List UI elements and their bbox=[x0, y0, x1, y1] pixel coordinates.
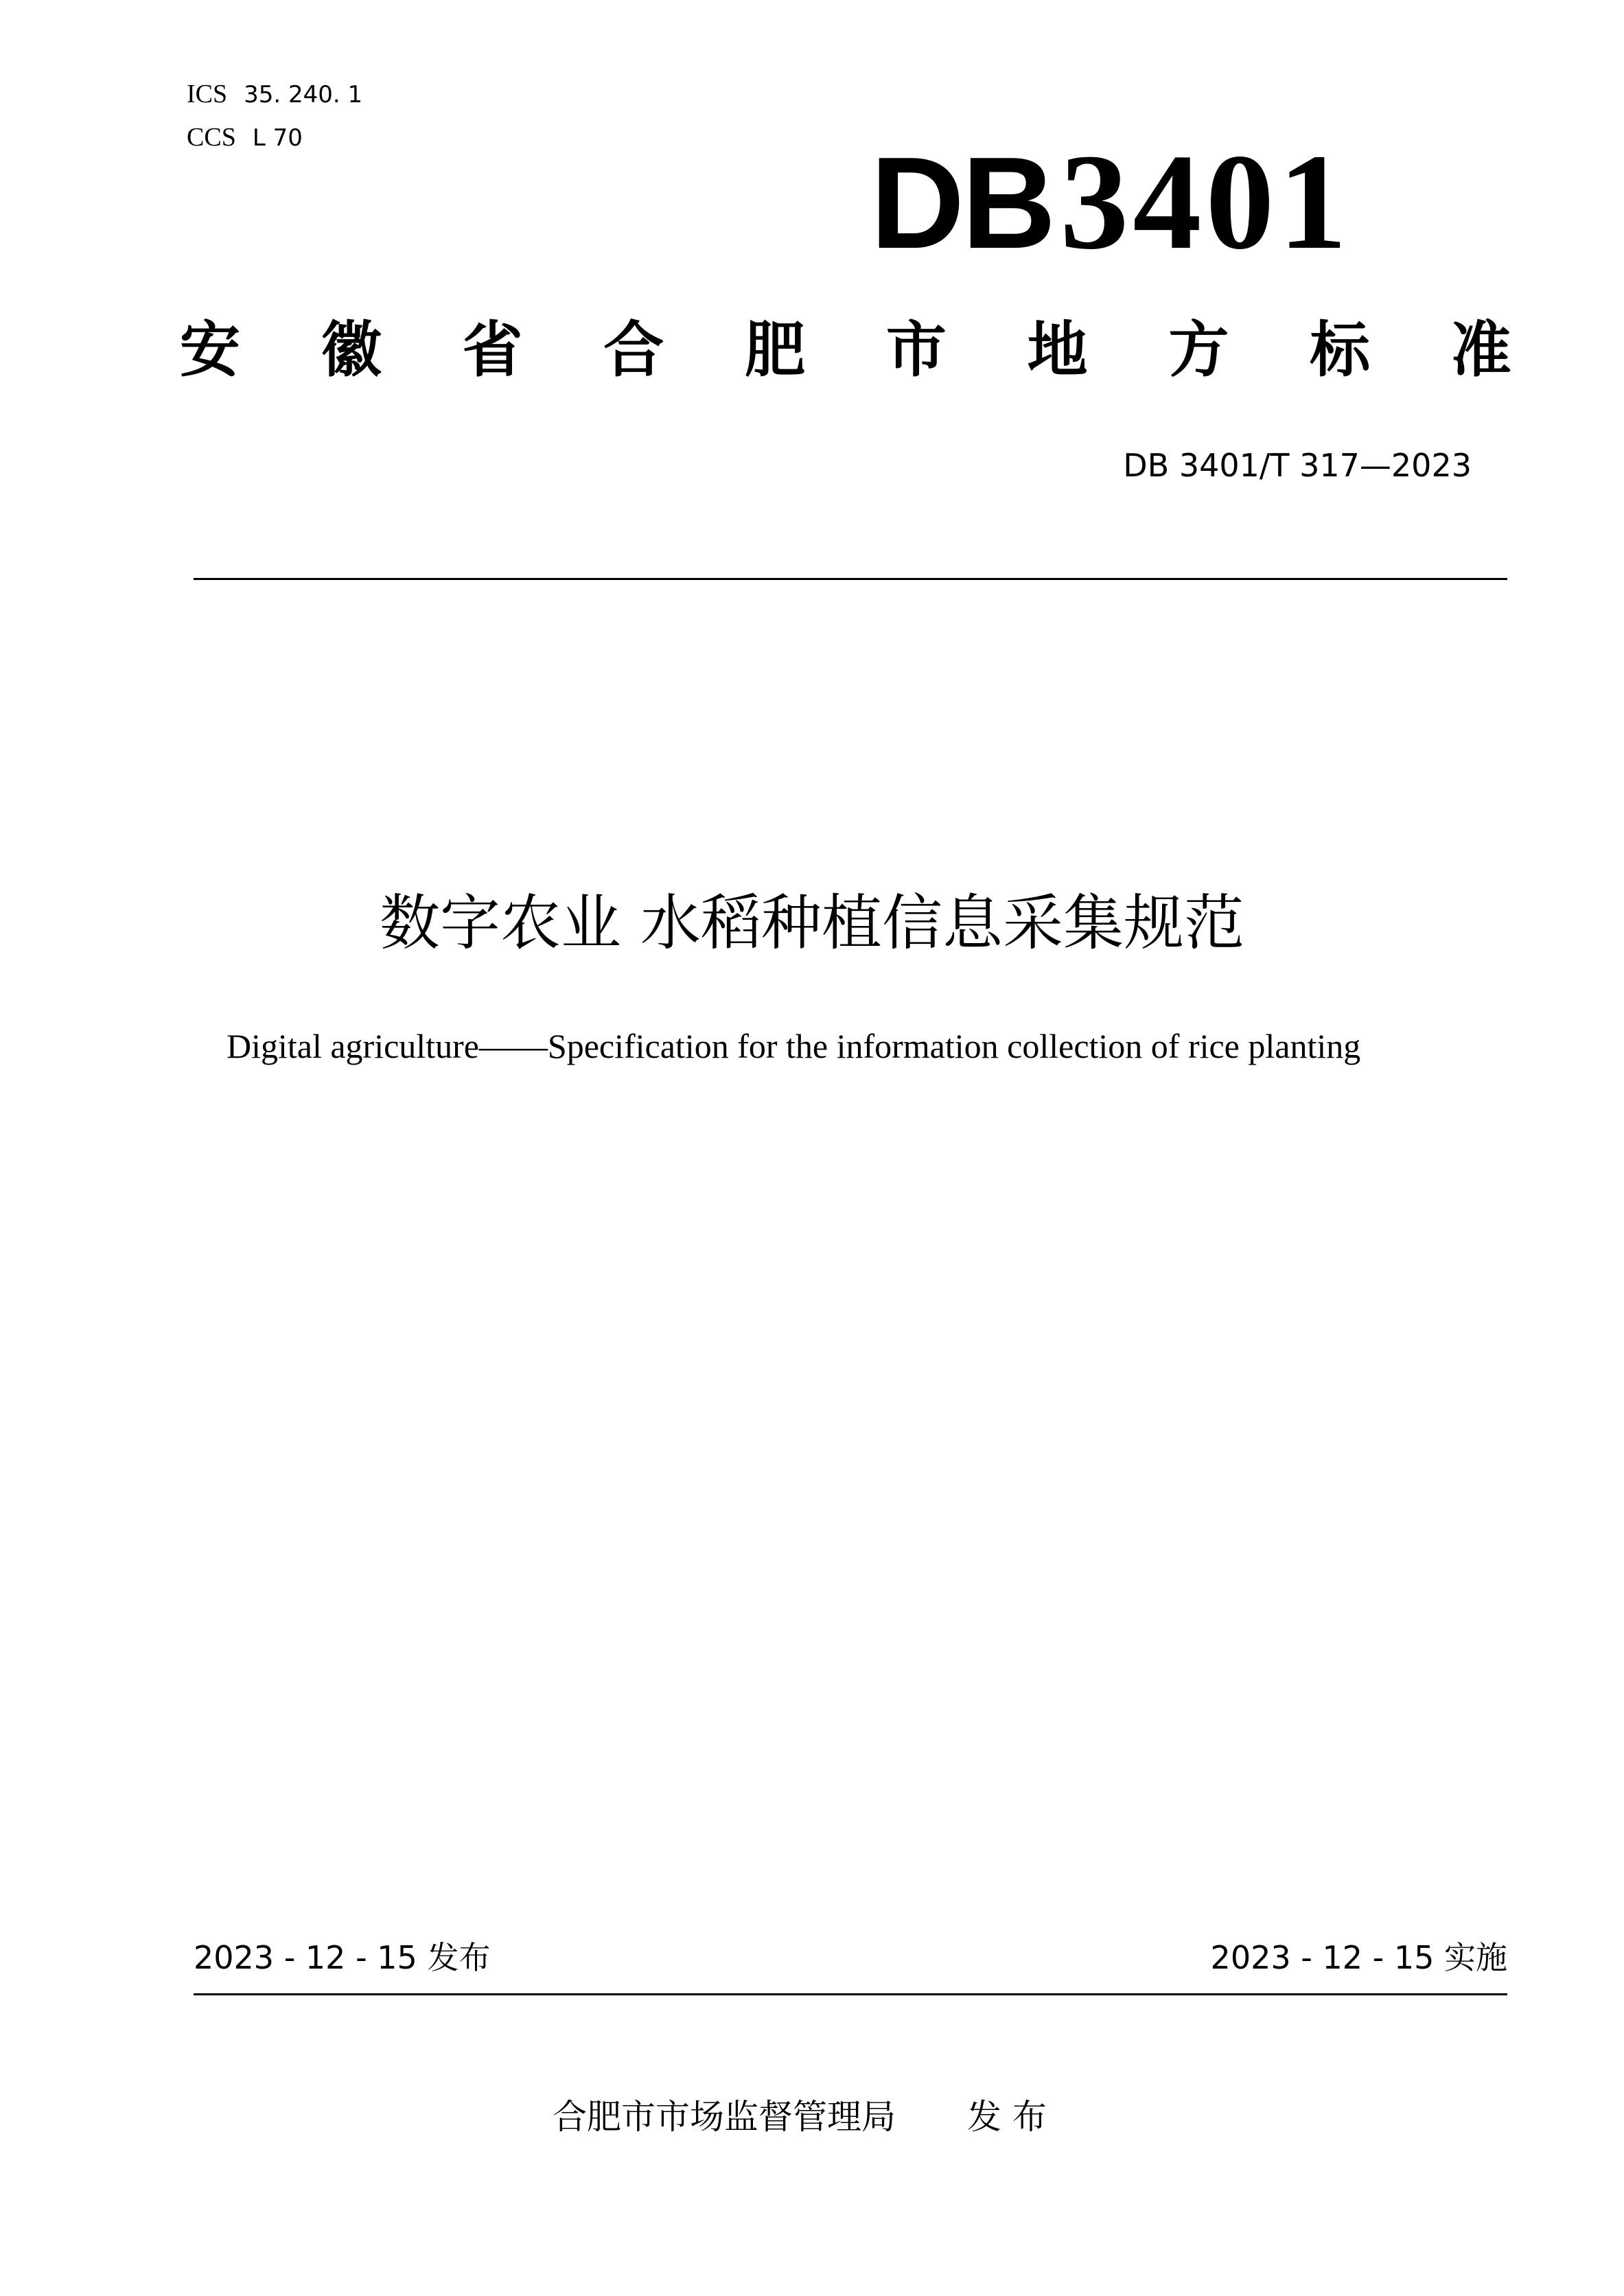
implement-date: 2023 - 12 - 15 实施 bbox=[1210, 1939, 1507, 1976]
standard-logo bbox=[870, 126, 1352, 278]
standard-number: DB 3401/T 317—2023 bbox=[1123, 447, 1472, 484]
standard-class-char: 方 bbox=[1168, 314, 1229, 385]
standard-class-title bbox=[180, 312, 1511, 388]
bottom-divider bbox=[194, 1993, 1507, 1995]
ccs-label: CCS bbox=[187, 123, 236, 152]
standard-class-char: 安 bbox=[180, 314, 241, 385]
standard-class-char: 市 bbox=[885, 314, 947, 385]
logo-number: 3401 bbox=[1060, 126, 1352, 278]
issue-date: 2023 - 12 - 15 发布 bbox=[194, 1939, 491, 1976]
ics-label: ICS bbox=[187, 80, 228, 108]
standard-class-char: 合 bbox=[603, 314, 664, 385]
ics-code-line bbox=[187, 79, 362, 110]
top-divider bbox=[194, 578, 1507, 580]
publisher-name: 合肥市市场监督管理局 bbox=[553, 2097, 896, 2137]
publisher-action: 发 布 bbox=[967, 2097, 1047, 2137]
standard-class-char: 标 bbox=[1310, 314, 1371, 385]
logo-prefix: DB bbox=[870, 130, 1054, 276]
standard-class-char: 地 bbox=[1027, 314, 1088, 385]
publisher-line bbox=[553, 2095, 1047, 2139]
ccs-value: L 70 bbox=[252, 124, 303, 152]
document-title-en: Digital agriculture——Specification for the information collection of rice planting bbox=[227, 1027, 1361, 1065]
standard-class-char: 准 bbox=[1450, 314, 1511, 385]
ccs-code-line bbox=[187, 122, 303, 153]
standard-class-char: 徽 bbox=[321, 314, 382, 385]
standard-class-char: 肥 bbox=[745, 314, 806, 385]
ics-value: 35. 240. 1 bbox=[244, 81, 363, 108]
standard-class-char: 省 bbox=[462, 314, 523, 385]
document-title-cn: 数字农业 水稻种植信息采集规范 bbox=[380, 888, 1244, 958]
